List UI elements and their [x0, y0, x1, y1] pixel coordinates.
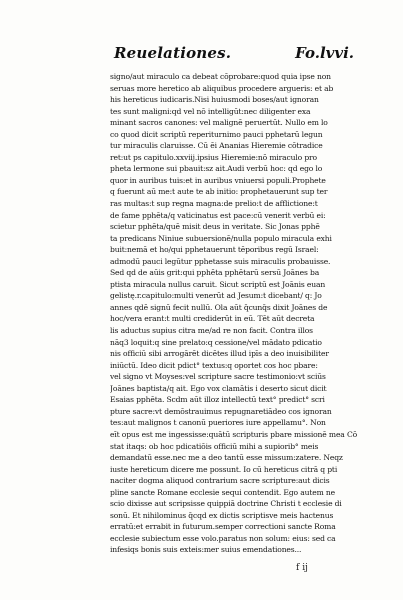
body-text: [110, 71, 358, 571]
text-line: tes:aut malignos t canonū pueriores iure appellamu°. Non: [110, 418, 326, 428]
text-line: sonū. Et nihilominus q̄cqd ex dictis scriptisve meis hactenus: [110, 510, 334, 520]
text-line: Joānes baptista/q ait. Ego vox clamātis i deserto sicut dicit: [110, 383, 327, 393]
text-line: tur miraculis claruisse. Cū ēi Ananias Hieremie cōtradice: [110, 141, 323, 151]
running-title: Reuelationes.: [114, 44, 232, 62]
text-line: minant sacros canones: vel malignē peruertūt. Nullo em lo: [110, 118, 328, 128]
text-line: naciter dogma aliquod contrarium sacre scripture:aut dicis: [110, 476, 330, 486]
text-line: buit:nemā et ho/qui pphetauerunt tēporibus regū Israel:: [110, 245, 319, 255]
text-line: demandatū esse.nec me a deo tantū esse missum:zatere. Neqz: [110, 453, 343, 463]
text-line: ta predicans Niniue subuersionē/nulla populo miracula exhi: [110, 233, 332, 243]
text-line: Sed qd de aūis grit:qui pphēta pphētarū sersū Joānes ba: [110, 268, 320, 278]
text-line: ecclesie subiectum esse volo.paratus non solum: eius: sed ca: [110, 533, 336, 543]
text-line: stat itaqs: ob hoc pdicatiōis officiū mihi a supiorib° meis: [110, 441, 319, 451]
text-line: tes sunt maligni:qd vel nō intelligūt:nec diligenter exa: [110, 106, 311, 116]
text-line: q fuerunt aū me:t aute te ab initio: prophetauerunt sup ter: [110, 187, 328, 197]
text-line: ptista miracula nullus caruit. Sicut scriptū est Joānis euan: [110, 279, 326, 289]
text-line: Esaias pphēta. Scdm aūt illoz intellectū text° predict° scri: [110, 395, 325, 405]
text-line: seruas more heretico ab aliquibus procedere argueris: et ab: [110, 83, 334, 93]
text-line: signo/aut miraculo ca debeat cōprobare:quod quia ipse non: [110, 72, 331, 81]
text-line: annes qdē signū fecit nullū. Ola aūt q̄cunq̄s dixit Joānes de: [110, 302, 328, 312]
text-line: iniūctū. Ideo dicit pdict° textus:q oportet cos hoc pbare:: [110, 360, 318, 370]
text-line: ras multas:t sup regna magna:de prelio:t de afflictione:t: [110, 199, 318, 209]
text-line: nāq3 loquit:q sine prelato:q cessione/vel mādato pdicatio: [110, 337, 322, 347]
text-line: nis officiū sibi arrogārēt dicētes illud ipīs a deo inuisibiliter: [110, 349, 329, 359]
text-line: de fame pphēta/q vaticinatus est pace:cū venerit verbū ei:: [110, 210, 326, 220]
text-line: ret:ut ps capitulo.xxviij.ipsius Hieremie:nō miraculo pro: [110, 152, 317, 162]
text-line: admodū pauci legūtur pphetasse suis miraculis probauisse.: [110, 256, 331, 266]
text-line: pheta lermone sui pbauit:sz ait.Audi verbū hoc: qd ego lo: [110, 164, 323, 174]
text-line: co quod dicit scriptū reperiturnimo pauci pphetarū legun: [110, 129, 323, 139]
text-line: pture sacre:vt demōstrauimus repugnaretiādeo cos ignoran: [110, 406, 332, 416]
text-line: his hereticus iudicaris.Nisi huiusmodi boses/aut ignoran: [110, 95, 319, 105]
text-line: iuste hereticum dicere me possunt. Io cū hereticus citrā q pti: [110, 464, 338, 474]
page-header: [114, 44, 354, 66]
text-line: erratū:et errabit in futurum.semper correctioni sancte Roma: [110, 522, 336, 532]
folio-number: Fo.lvvi.: [295, 44, 354, 62]
text-line: pline sancte Romane ecclesie sequi contendit. Ego autem ne: [110, 487, 335, 497]
text-line: vel signo vt Moyses:vel scripture sacre testimonio:vt sciūs: [110, 372, 326, 382]
signature-mark: f ij: [296, 563, 308, 573]
text-line: quor in auribus tuis:et in auribus vniuersi populi.Prophete: [110, 175, 326, 185]
text-line: infesiqs bonis suis exteis:mer suius emendationes...: [110, 545, 302, 555]
text-line: eīt opus est me ingessisse:quātū scripturis pbare missionē mea Cō: [110, 429, 358, 439]
text-line: scio dixisse aut scripsisse quippiā doctrine Christi t ecclesie di: [110, 499, 342, 509]
text-line: gelistę.r.capitulo:multi venerūt ad Jesum:t dicebant/ q: Jo: [110, 291, 322, 301]
text-line: scietur pphēta/quē misit deus in veritate. Sic Jonas pphē: [110, 222, 320, 232]
text-line: hoc/vera erant:t multi crediderūt in eū. Tēt aūt decreta: [110, 314, 315, 324]
text-line: lis aductus supius citra me/ad re non facit. Contra illos: [110, 326, 313, 336]
